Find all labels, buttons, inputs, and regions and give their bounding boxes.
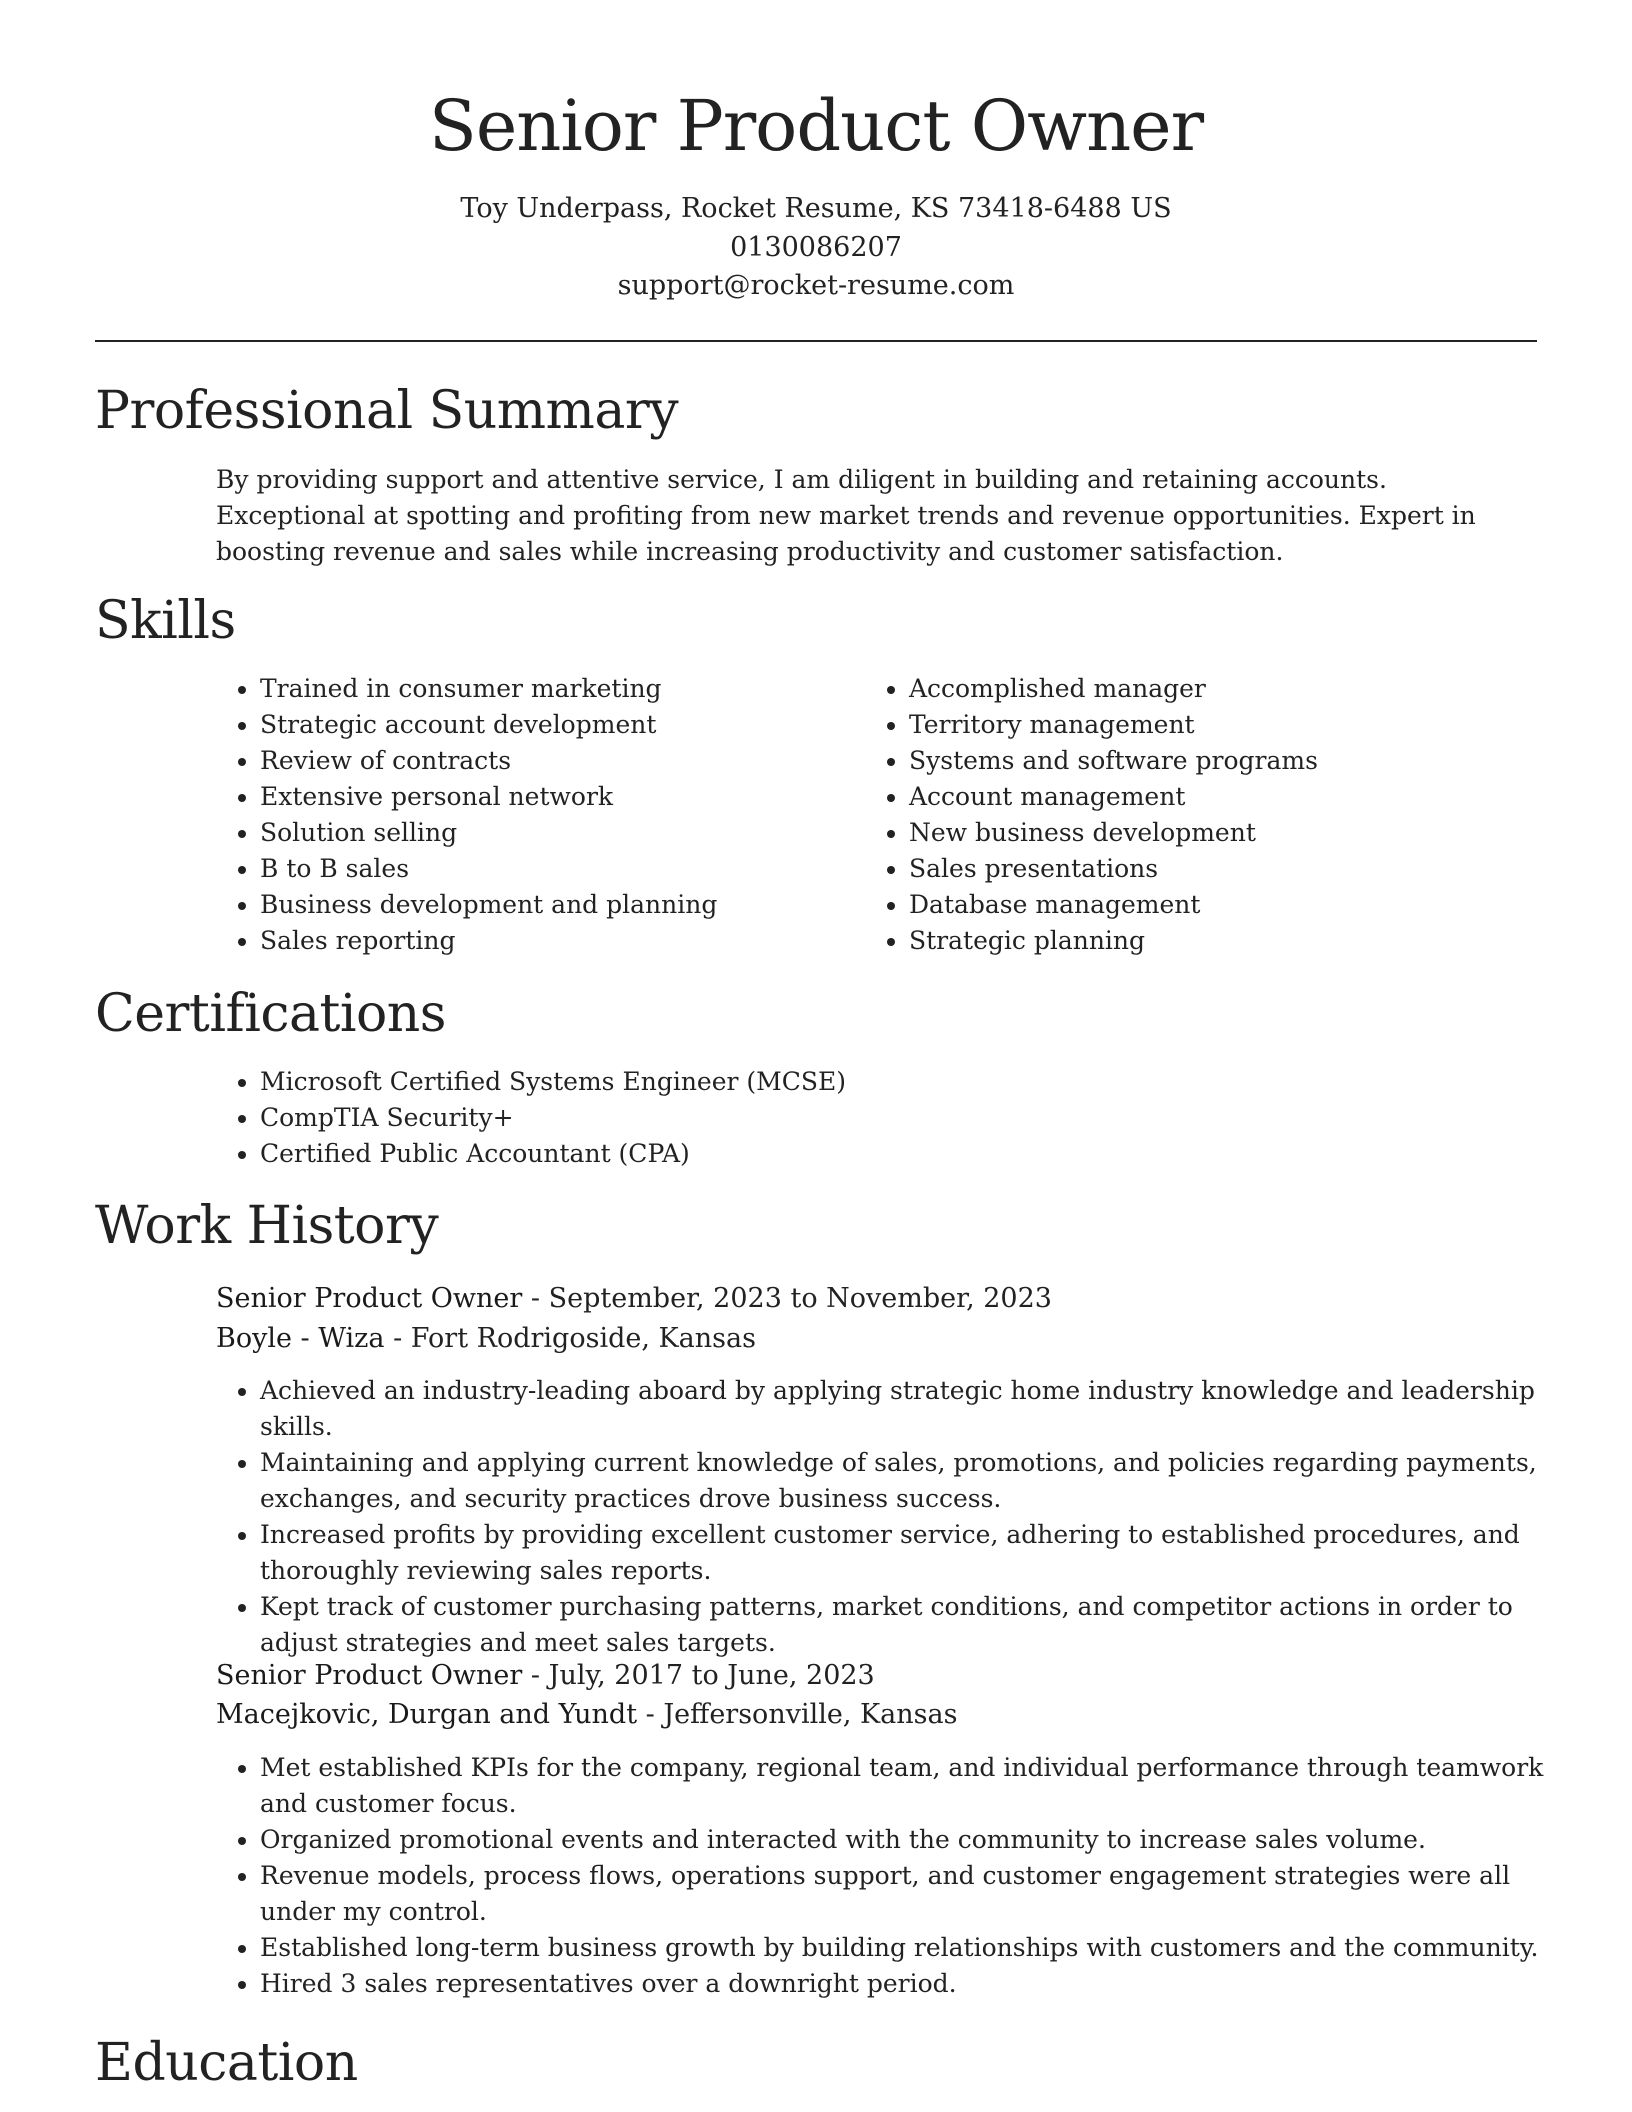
- job-bullets: [216, 1373, 1580, 1661]
- section-title-education: Education: [95, 2033, 358, 2093]
- skill-item: • Database management: [909, 887, 1529, 923]
- candidate-name: Senior Product Owner: [428, 85, 1204, 167]
- skill-item: • New business development: [909, 815, 1529, 851]
- skill-item: • Territory management: [909, 707, 1529, 743]
- certifications-list: [216, 1064, 1460, 1172]
- job-location: - Jeffersonville, Kansas: [637, 1699, 958, 1730]
- job-role: Senior Product Owner: [216, 1283, 523, 1314]
- contact-email: support@rocket-resume.com: [617, 270, 1015, 301]
- job-bullet: • Achieved an industry-leading aboard by applying strategic home industry knowledge and leadership skills.: [260, 1373, 1580, 1445]
- skills-list-right: [865, 671, 1529, 959]
- skills-list-left: [216, 671, 860, 959]
- skill-item: • Extensive personal network: [260, 779, 860, 815]
- skill-item: • Sales reporting: [260, 923, 860, 959]
- job-dates: - September, 2023 to November, 2023: [522, 1283, 1052, 1314]
- job-bullet: • Revenue models, process flows, operations support, and customer engagement strategies were all under my control.: [260, 1858, 1560, 1930]
- summary-text: By providing support and attentive service, I am diligent in building and retaining accounts. Exceptional at spotting and profiting from new market trends and revenue opportunities. Expert in boosting revenue and sales while increasing productivity and customer satisfaction.: [216, 465, 1476, 566]
- job-bullet: • Established long-term business growth by building relationships with customers and the community.: [260, 1930, 1560, 1966]
- skill-item: • Review of contracts: [260, 743, 860, 779]
- contact-address: Toy Underpass, Rocket Resume, KS 73418-6488 US: [460, 193, 1172, 224]
- section-title-skills: Skills: [95, 591, 236, 651]
- job-company: Boyle - Wiza: [216, 1323, 385, 1354]
- job-role: Senior Product Owner: [216, 1660, 523, 1691]
- certification-item: • Certified Public Accountant (CPA): [260, 1136, 1460, 1172]
- job-bullets: [216, 1750, 1560, 2002]
- job-company: Macejkovic, Durgan and Yundt: [216, 1699, 638, 1730]
- job-dates: - July, 2017 to June, 2023: [522, 1660, 875, 1691]
- job-bullet: • Hired 3 sales representatives over a downright period.: [260, 1966, 1560, 2002]
- skill-item: • Accomplished manager: [909, 671, 1529, 707]
- job-bullet: • Met established KPIs for the company, regional team, and individual performance through teamwork and customer focus.: [260, 1750, 1560, 1822]
- section-title-work-history: Work History: [95, 1196, 439, 1256]
- skill-item: • Trained in consumer marketing: [260, 671, 860, 707]
- job-bullet: • Increased profits by providing excellent customer service, adhering to established procedures, and thoroughly reviewing sales reports.: [260, 1517, 1580, 1589]
- skill-item: • Solution selling: [260, 815, 860, 851]
- skill-item: • Business development and planning: [260, 887, 860, 923]
- skill-item: • Systems and software programs: [909, 743, 1529, 779]
- skill-item: • Account management: [909, 779, 1529, 815]
- skill-item: • Strategic account development: [260, 707, 860, 743]
- job-heading: [216, 1657, 875, 1695]
- section-title-summary: Professional Summary: [95, 381, 679, 441]
- skill-item: • Strategic planning: [909, 923, 1529, 959]
- contact-phone: 0130086207: [730, 232, 902, 263]
- skill-item: • Sales presentations: [909, 851, 1529, 887]
- job-bullet: • Organized promotional events and interacted with the community to increase sales volume.: [260, 1822, 1560, 1858]
- certification-item: • CompTIA Security+: [260, 1100, 1460, 1136]
- job-bullet: • Kept track of customer purchasing patterns, market conditions, and competitor actions in order to adjust strategies and meet sales targets.: [260, 1589, 1580, 1661]
- header-divider: [95, 340, 1537, 342]
- job-employer: [216, 1320, 756, 1358]
- job-employer: [216, 1696, 957, 1734]
- certification-item: • Microsoft Certified Systems Engineer (MCSE): [260, 1064, 1460, 1100]
- job-bullet: • Maintaining and applying current knowledge of sales, promotions, and policies regarding payments, exchanges, and security practices drove business success.: [260, 1445, 1580, 1517]
- section-title-certifications: Certifications: [95, 984, 446, 1044]
- job-location: - Fort Rodrigoside, Kansas: [384, 1323, 756, 1354]
- job-heading: [216, 1280, 1052, 1318]
- skill-item: • B to B sales: [260, 851, 860, 887]
